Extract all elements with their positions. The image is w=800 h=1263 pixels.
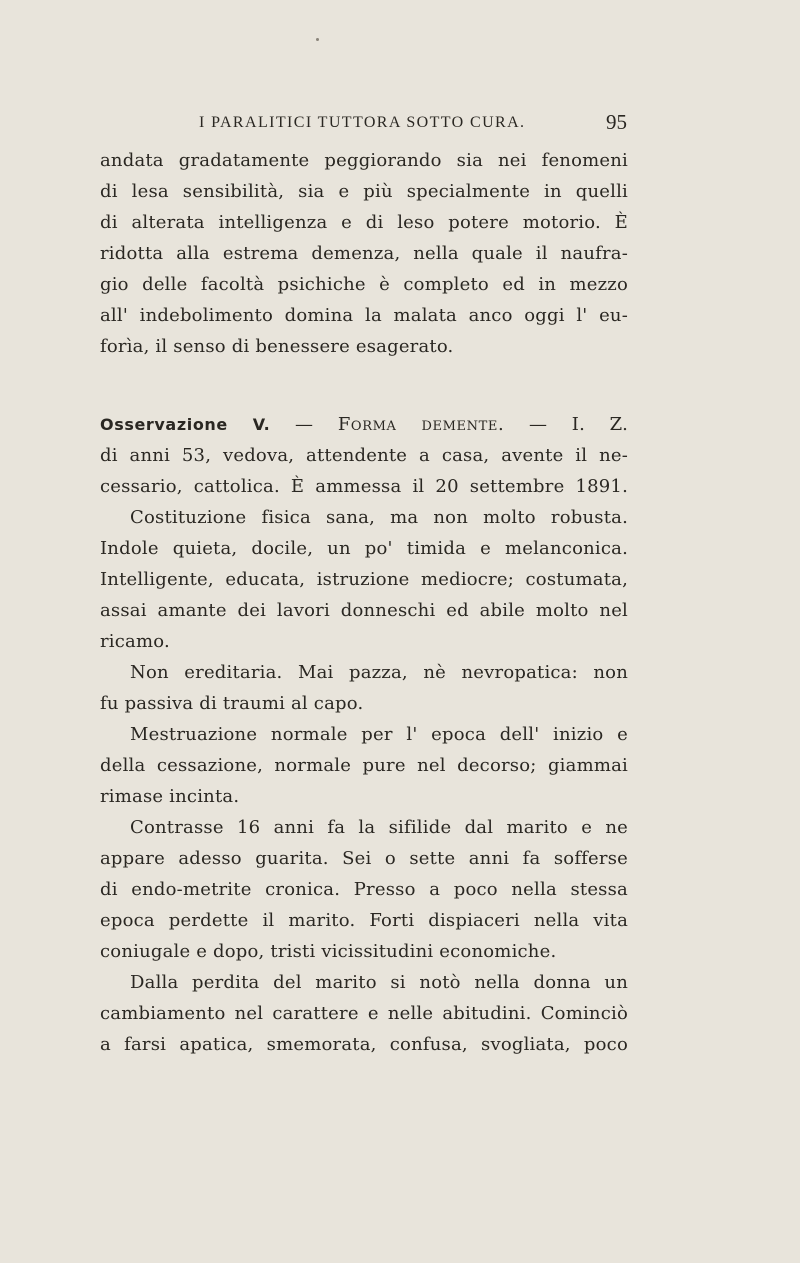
heading-dash: — <box>504 414 572 435</box>
body-text <box>100 145 628 1060</box>
text-line: gio delle facoltà psichiche è completo ed in mezzo <box>100 274 628 295</box>
text-line: appare adesso guarita. Sei o sette anni fa sofferse <box>100 848 628 869</box>
paragraph-3 <box>100 502 628 657</box>
text-line: Indole quieta, docile, un po' timida e melanconica. <box>100 538 628 559</box>
text-line: Mestruazione normale per l' epoca dell' inizio e <box>130 724 628 745</box>
text-line: epoca perdette il marito. Forti dispiaceri nella vita <box>100 910 628 931</box>
text-line: di endo-metrite cronica. Presso a poco nella stessa <box>100 879 628 900</box>
paragraph-6 <box>100 812 628 967</box>
text-line: assai amante dei lavori donneschi ed abile molto nel <box>100 600 628 621</box>
heading-dash: — <box>270 414 338 435</box>
text-line: ricamo. <box>100 631 170 652</box>
paragraph-4 <box>100 657 628 719</box>
observation-label: Osservazione V. <box>100 415 271 434</box>
text-line: coniugale e dopo, tristi vicissitudini economiche. <box>100 941 557 962</box>
text-line: della cessazione, normale pure nel decorso; giammai <box>100 755 628 776</box>
paragraph-5 <box>100 719 628 812</box>
text-line: cambiamento nel carattere e nelle abitudini. Cominciò <box>100 1003 628 1024</box>
text-line: cessario, cattolica. È ammessa il 20 settembre 1891. <box>100 476 628 497</box>
running-header <box>99 108 629 138</box>
text-line: di alterata intelligenza e di leso potere motorio. È <box>100 212 628 233</box>
text-line: fu passiva di traumi al capo. <box>100 693 364 714</box>
observation-section <box>100 409 628 502</box>
text-line: Contrasse 16 anni fa la sifilide dal marito e ne <box>130 817 628 838</box>
text-line: forìa, il senso di benessere esagerato. <box>100 336 454 357</box>
patient-initials: I. Z. <box>571 414 628 435</box>
text-line: rimase incinta. <box>100 786 240 807</box>
paragraph-7 <box>100 967 628 1060</box>
observation-title: Forma demente. <box>337 414 505 435</box>
paragraph-1 <box>100 145 628 362</box>
text-line: andata gradatamente peggiorando sia nei fenomeni <box>100 150 628 171</box>
section-gap <box>100 362 628 409</box>
text-line: ridotta alla estrema demenza, nella quale il naufra- <box>100 243 628 264</box>
page-number: 95 <box>606 110 627 134</box>
text-line: Dalla perdita del marito si notò nella donna un <box>130 972 628 993</box>
text-line: Non ereditaria. Mai pazza, nè nevropatica: non <box>130 662 628 683</box>
text-line: di anni 53, vedova, attendente a casa, avente il ne- <box>100 445 628 466</box>
observation-heading-line <box>100 409 628 440</box>
print-speck <box>316 38 319 41</box>
running-title: I PARALITICI TUTTORA SOTTO CURA. <box>199 114 526 131</box>
text-line: Intelligente, educata, istruzione mediocre; costumata, <box>100 569 628 590</box>
text-line: di lesa sensibilità, sia e più specialmente in quelli <box>100 181 628 202</box>
text-line: Costituzione fisica sana, ma non molto robusta. <box>130 507 628 528</box>
text-line: a farsi apatica, smemorata, confusa, svogliata, poco <box>100 1034 628 1055</box>
text-line: all' indebolimento domina la malata anco oggi l' eu- <box>100 305 628 326</box>
